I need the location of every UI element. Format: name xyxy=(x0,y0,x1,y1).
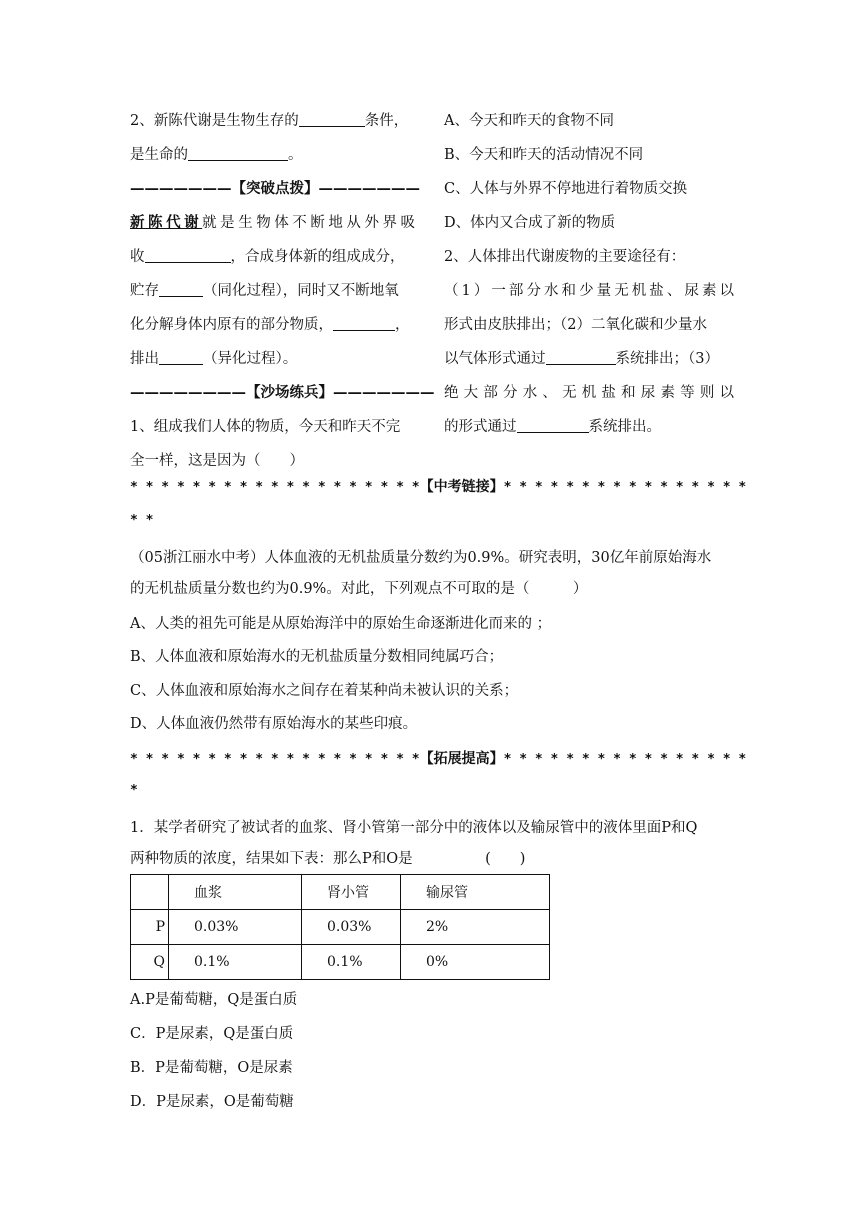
text: 贮存 xyxy=(130,283,159,299)
table-row-label: Q xyxy=(131,945,169,980)
table-cell: 0.1% xyxy=(302,945,401,980)
table-header-cell: 血浆 xyxy=(169,875,302,910)
definition-line-5 xyxy=(130,346,415,380)
table-row xyxy=(131,945,550,980)
exam-stem-line-2: 的无机盐质量分数也约为0.9%。对此，下列观点不可取的是（ ） xyxy=(130,581,588,597)
question-1-line-1: 1、组成我们人体的物质，今天和昨天不完 xyxy=(130,419,401,435)
exam-option-b: B、人体血液和原始海水的无机盐质量分数相同纯属巧合； xyxy=(130,649,504,665)
answer-blank xyxy=(546,347,616,365)
extension-header xyxy=(130,746,747,780)
table-cell xyxy=(131,875,169,910)
table-cell: 2% xyxy=(401,910,550,945)
extension-option-b: B．P是葡萄糖，O是尿素 xyxy=(130,1060,293,1076)
answer-blank xyxy=(299,109,365,127)
text: 系统排出；（3） xyxy=(615,351,719,367)
answer-blank xyxy=(159,347,203,365)
breakthrough-header: ———————【突破点拨】——————— xyxy=(130,180,420,197)
text: 的形式通过 xyxy=(444,419,517,435)
extension-stars-wrap: * xyxy=(130,783,138,798)
question-2-line-3 xyxy=(444,346,734,380)
question-2-line-2: 形式由皮肤排出；（2）二氧化碳和少量水 xyxy=(444,317,707,333)
text: （同化过程），同时又不断地氧 xyxy=(203,283,399,299)
exam-link-header xyxy=(130,474,747,508)
exam-stem-line-1: （05浙江丽水中考）人体血液的无机盐质量分数约为0.9%。研究表明，30亿年前原始海水 xyxy=(130,550,712,566)
table-header-cell: 输尿管 xyxy=(401,875,550,910)
text: 2、新陈代谢是生物生存的 xyxy=(130,113,299,129)
left-column xyxy=(130,108,435,482)
text: ， xyxy=(395,317,410,333)
practice-header: ————————【沙场练兵】——————— xyxy=(130,384,435,401)
table-row xyxy=(131,910,550,945)
stars-left: * * * * * * * * * * * * * * * * * * * xyxy=(130,752,420,767)
option-a: A、今天和昨天的食物不同 xyxy=(444,113,614,129)
table-cell: 0% xyxy=(401,945,550,980)
answer-blank xyxy=(333,313,395,331)
definition-line-2 xyxy=(130,244,415,278)
text: 是生命的 xyxy=(130,147,188,163)
text: 就是生物体不断地从外界吸 xyxy=(202,215,416,231)
question-2-line-4: 绝大部分水、无机盐和尿素等则以 xyxy=(444,385,734,401)
text: 。 xyxy=(288,147,303,163)
answer-blank xyxy=(145,245,231,263)
exam-option-d: D、人体血液仍然带有原始海水的某些印痕。 xyxy=(130,716,418,732)
text: 化分解身体内原有的部分物质， xyxy=(130,317,333,333)
right-column xyxy=(444,108,734,448)
question-2-line-5 xyxy=(444,414,734,448)
table-cell: 0.1% xyxy=(169,945,302,980)
table-cell: 0.03% xyxy=(169,910,302,945)
exam-option-a: A、人类的祖先可能是从原始海洋中的原始生命逐渐进化而来的 ； xyxy=(130,616,552,632)
question-2-line-1 xyxy=(130,108,415,142)
definition-line-1 xyxy=(130,210,415,244)
text: 系统排出。 xyxy=(588,419,661,435)
text: 条件， xyxy=(364,113,409,129)
table-cell: 0.03% xyxy=(302,910,401,945)
question-2-line-1: （1）一部分水和少量无机盐、尿素以 xyxy=(444,283,734,299)
stars-right: * * * * * * * * * * * * * * * * xyxy=(503,480,747,495)
extension-option-d: D．P是尿素，O是葡萄糖 xyxy=(130,1094,294,1110)
extension-option-c: C．P是尿素，Q是蛋白质 xyxy=(130,1026,294,1042)
answer-blank xyxy=(188,143,288,161)
question-2-title: 2、人体排出代谢废物的主要途径有： xyxy=(444,249,686,265)
definition-line-4 xyxy=(130,312,415,346)
stars-right: * * * * * * * * * * * * * * * * xyxy=(503,752,747,767)
option-c: C、人体与外界不停地进行着物质交换 xyxy=(444,181,688,197)
extension-question-line-1: 1．某学者研究了被试者的血浆、肾小管第一部分中的液体以及输尿管中的液体里面P和Q xyxy=(130,820,698,836)
text: ，合成身体新的组成成分， xyxy=(230,249,405,265)
concentration-table xyxy=(130,874,550,980)
stars-left: * * * * * * * * * * * * * * * * * * * xyxy=(130,480,420,495)
option-d: D、体内又合成了新的物质 xyxy=(444,215,616,231)
table-row-label: P xyxy=(131,910,169,945)
extension-question-line-2: 两种物质的浓度，结果如下表：那么P和O是 ( ) xyxy=(130,851,526,867)
definition-line-3 xyxy=(130,278,415,312)
answer-blank xyxy=(159,279,203,297)
exam-option-c: C、人体血液和原始海水之间存在着某种尚未被认识的关系； xyxy=(130,683,519,699)
question-1-line-2: 全一样，这是因为（ ） xyxy=(130,453,304,469)
table-header-cell: 肾小管 xyxy=(302,875,401,910)
table-header-row xyxy=(131,875,550,910)
question-2-line-2 xyxy=(130,142,415,176)
text: （异化过程）。 xyxy=(203,351,298,367)
answer-blank xyxy=(517,415,589,433)
extension-option-a: A.P是葡萄糖，Q是蛋白质 xyxy=(130,992,298,1008)
definition-term: 新陈代谢 xyxy=(130,214,203,231)
text: 收 xyxy=(130,249,145,265)
option-b: B、今天和昨天的活动情况不同 xyxy=(444,147,644,163)
exam-link-stars-wrap: * * xyxy=(130,513,154,528)
text: 以气体形式通过 xyxy=(444,351,546,367)
section-title: 【中考链接】 xyxy=(419,479,504,495)
text: 排出 xyxy=(130,351,159,367)
section-title: 【拓展提高】 xyxy=(419,751,504,767)
